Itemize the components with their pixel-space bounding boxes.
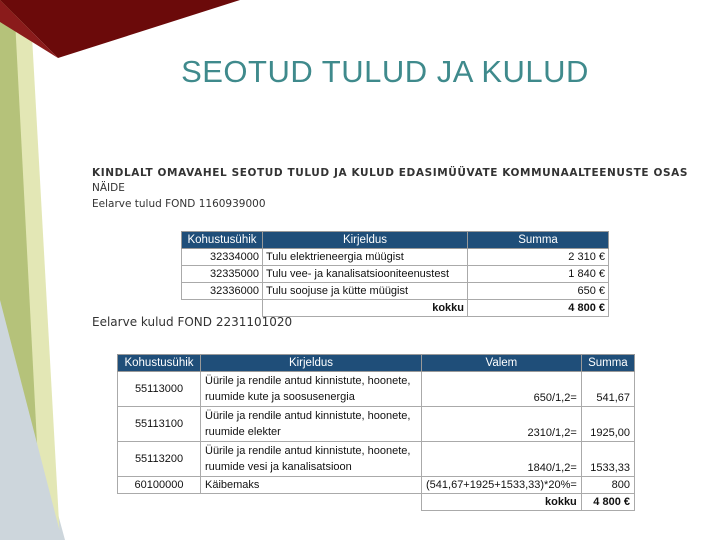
cell-amount: 1925,00	[581, 407, 634, 442]
table-header-row	[118, 355, 635, 372]
table-row	[182, 266, 609, 283]
income-heading: Eelarve tulud FOND 1160939000	[92, 198, 266, 210]
column-header: Kohustusühik	[182, 232, 263, 249]
page-title: SEOTUD TULUD JA KULUD	[181, 54, 589, 89]
cell-description: Käibemaks	[201, 477, 422, 494]
column-header: Summa	[581, 355, 634, 372]
column-header: Kohustusühik	[118, 355, 201, 372]
expense-table	[117, 354, 635, 511]
cell-amount: 2 310 €	[468, 249, 609, 266]
cell-description: Üürile ja rendile antud kinnistute, hoonete, ruumide kute ja soosusenergia	[201, 372, 422, 407]
column-header: Kirjeldus	[263, 232, 468, 249]
cell-code: 55113100	[118, 407, 201, 442]
table-row	[118, 407, 635, 442]
cell-code: 55113000	[118, 372, 201, 407]
cell-description: Tulu elektrieneergia müügist	[263, 249, 468, 266]
total-amount: 4 800 €	[581, 494, 634, 511]
cell-amount: 1 840 €	[468, 266, 609, 283]
subtitle: KINDLALT OMAVAHEL SEOTUD TULUD JA KULUD EDASIMÜÜVATE KOMMUNAALTEENUSTE OSAS	[92, 167, 689, 179]
cell-description: Üürile ja rendile antud kinnistute, hoonete, ruumide elekter	[201, 407, 422, 442]
table-row	[118, 372, 635, 407]
cell-code: 55113200	[118, 442, 201, 477]
cell-code: 32335000	[182, 266, 263, 283]
table-header-row	[182, 232, 609, 249]
example-label: NÄIDE	[92, 182, 125, 194]
income-table	[181, 231, 609, 317]
cell-description: Üürile ja rendile antud kinnistute, hoonete, ruumide vesi ja kanalisatsioon	[201, 442, 422, 477]
cell-formula: (541,67+1925+1533,33)*20%=	[422, 477, 582, 494]
cell-amount: 1533,33	[581, 442, 634, 477]
cell-code: 32334000	[182, 249, 263, 266]
column-header: Summa	[468, 232, 609, 249]
total-label: kokku	[263, 300, 468, 317]
total-row	[118, 494, 635, 511]
total-amount: 4 800 €	[468, 300, 609, 317]
cell-amount: 650 €	[468, 283, 609, 300]
table-row	[118, 477, 635, 494]
cell-formula: 650/1,2=	[422, 372, 582, 407]
column-header: Valem	[422, 355, 582, 372]
expense-heading: Eelarve kulud FOND 2231101020	[92, 315, 293, 329]
cell-code: 32336000	[182, 283, 263, 300]
cell-amount: 541,67	[581, 372, 634, 407]
column-header: Kirjeldus	[201, 355, 422, 372]
cell-code: 60100000	[118, 477, 201, 494]
table-row	[182, 283, 609, 300]
total-row	[182, 300, 609, 317]
cell-formula: 1840/1,2=	[422, 442, 582, 477]
cell-formula: 2310/1,2=	[422, 407, 582, 442]
total-label: kokku	[422, 494, 582, 511]
table-row	[182, 249, 609, 266]
table-row	[118, 442, 635, 477]
cell-description: Tulu soojuse ja kütte müügist	[263, 283, 468, 300]
cell-description: Tulu vee- ja kanalisatsiooniteenustest	[263, 266, 468, 283]
cell-amount: 800	[581, 477, 634, 494]
